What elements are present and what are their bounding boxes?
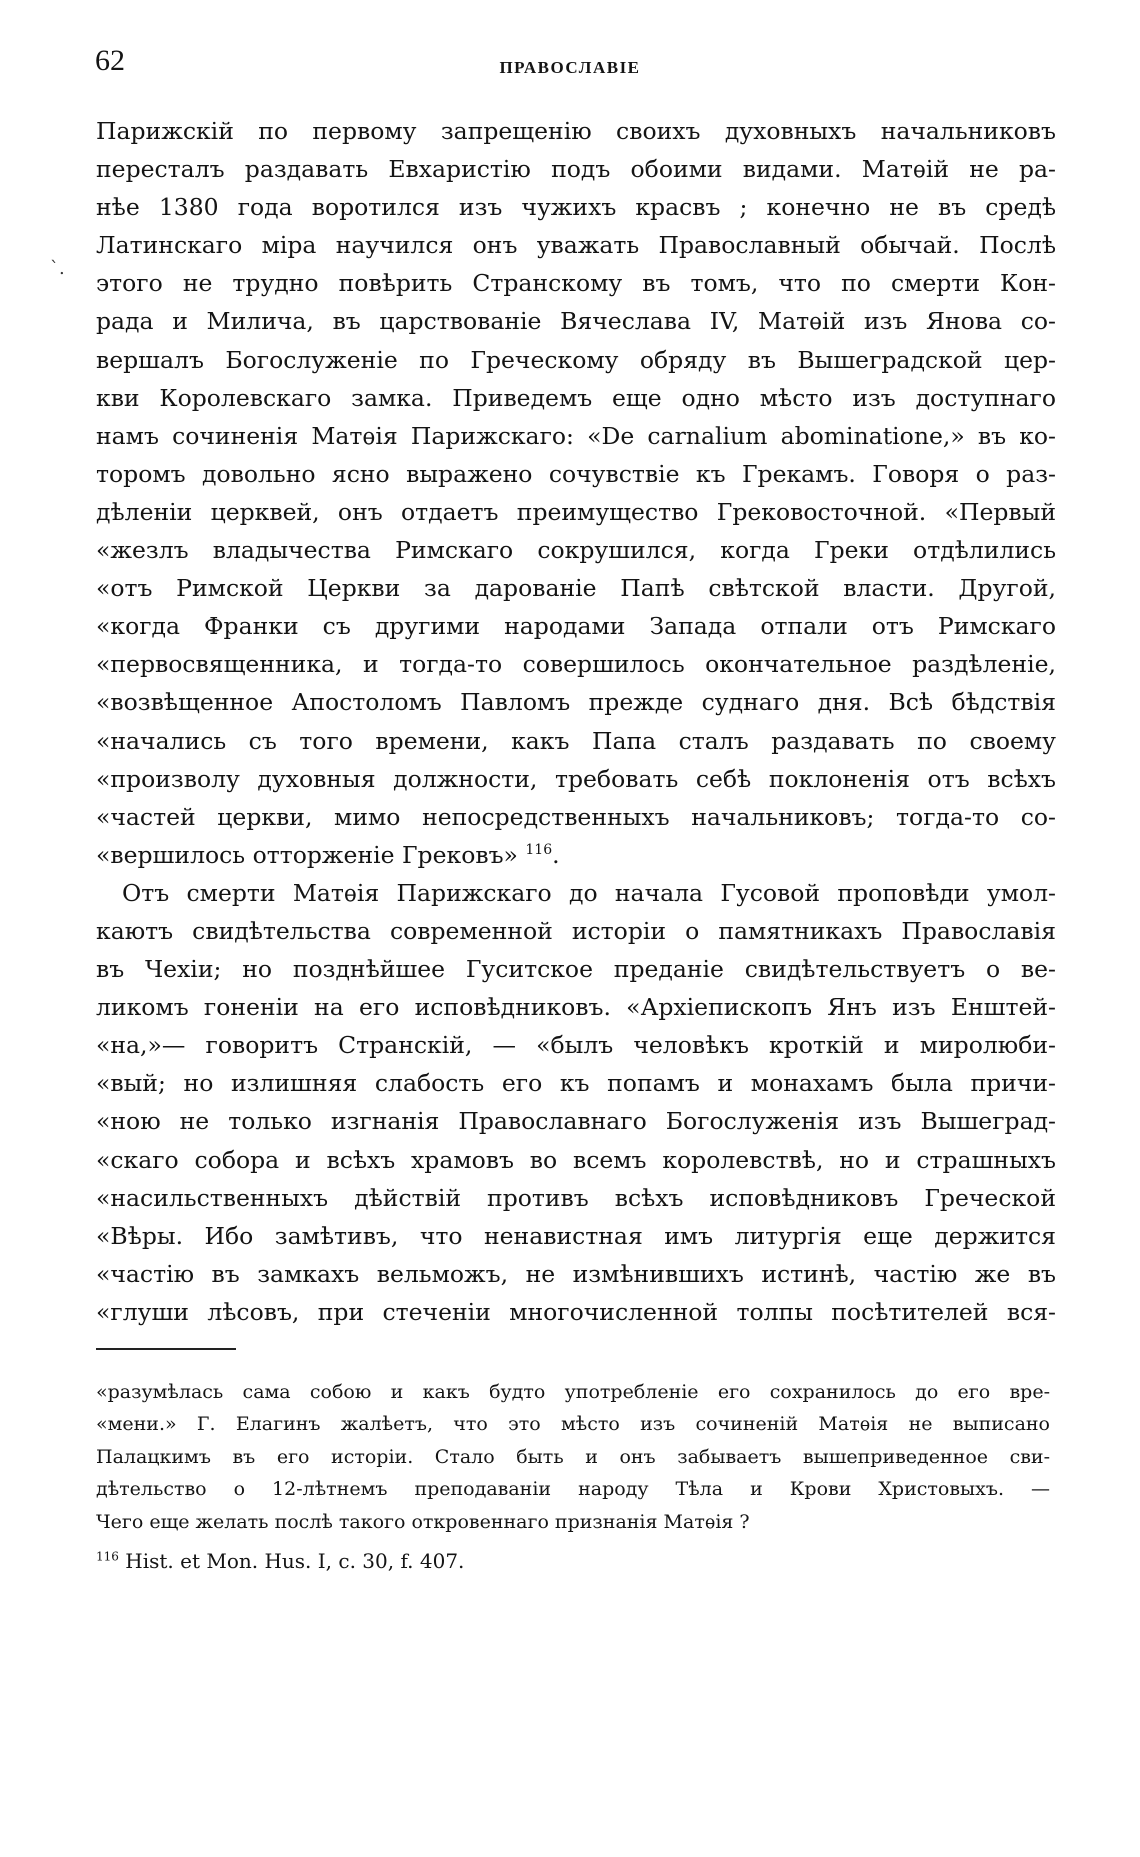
text-line: «начались съ того времени, какъ Папа сталъ раздавать по своему (96, 726, 1056, 755)
text-line: «вершилось отторженіе Грековъ» (96, 840, 518, 869)
footnote-ref-number: 116 (96, 1549, 119, 1564)
text-line: кви Королевскаго замка. Приведемъ еще одно мѣсто изъ доступнаго (96, 383, 1056, 412)
text-line: «отъ Римской Церкви за дарованіе Папѣ свѣтской власти. Другой, (96, 574, 1056, 603)
footnote-marker: 116 (525, 841, 553, 858)
text-line: «скаго собора и всѣхъ храмовъ во всемъ королевствѣ, но и страшныхъ (96, 1145, 1056, 1174)
end-punct: . (552, 840, 560, 869)
text-line: «частію въ замкахъ вельможъ, не измѣнившихъ истинѣ, частію же въ (96, 1259, 1056, 1288)
text-line: пересталъ раздавать Евхаристію подъ обоими видами. Матѳій не ра- (96, 155, 1056, 184)
text-line: «насильственныхъ дѣйствій противъ всѣхъ исповѣдниковъ Греческой (96, 1183, 1056, 1212)
text-line: «возвѣщенное Апостоломъ Павломъ прежде суднаго дня. Всѣ бѣдствія (96, 688, 1056, 717)
text-line: «ною не только изгнанія Православнаго Богослуженія изъ Вышеград- (96, 1107, 1056, 1136)
footnote-line: дѣтельство о 12-лѣтнемъ преподаваніи народу Тѣла и Крови Христовыхъ. — (96, 1478, 1050, 1501)
text-line: «первосвященника, и тогда-то совершилось окончательное раздѣленіе, (96, 650, 1056, 679)
text-line: намъ сочиненія Матѳія Парижскаго: «De carnalium abominatione,» въ ко- (96, 421, 1056, 450)
text-line: нѣе 1380 года воротился изъ чужихъ красвъ ; конечно не въ средѣ (96, 193, 1056, 222)
page-number: 62 (95, 44, 125, 77)
footnote-divider (96, 1348, 236, 1350)
text-line: «Вѣры. Ибо замѣтивъ, что ненавистная имъ литургія еще держится (96, 1221, 1056, 1250)
text-line: «произволу духовныя должности, требовать себѣ поклоненія отъ всѣхъ (96, 764, 1056, 793)
text-line: въ Чехіи; но позднѣйшее Гуситское преданіе свидѣтельствуетъ о ве- (96, 955, 1056, 984)
text-line: торомъ довольно ясно выражено сочувствіе къ Грекамъ. Говоря о раз- (96, 459, 1056, 488)
text-line: «жезлъ владычества Римскаго сокрушился, когда Греки отдѣлились (96, 536, 1056, 565)
footnote-line: «разумѣлась сама собою и какъ будто употребленіе его сохранилось до его вре- (96, 1381, 1050, 1403)
text-line: Парижскій по первому запрещенію своихъ духовныхъ начальниковъ (96, 117, 1056, 145)
text-line: дѣленіи церквей, онъ отдаетъ преимущество Грековосточной. «Первый (96, 497, 1056, 526)
text-line: рада и Милича, въ царствованіе Вячеслава IV, Матѳій изъ Янова со- (96, 307, 1056, 336)
main-text (96, 112, 1056, 1331)
margin-mark: `. (50, 258, 65, 279)
footnote-line: Чего еще желать послѣ такого откровеннаго признанія Матѳія ? (96, 1510, 750, 1533)
text-line: Латинскаго міра научился онъ уважать Православный обычай. Послѣ (96, 231, 1056, 260)
text-line: «глуши лѣсовъ, при стеченіи многочисленной толпы посѣтителей вся- (96, 1297, 1056, 1326)
text-line: Отъ смерти Матѳія Парижскаго до начала Гусовой проповѣди умол- (122, 878, 1056, 907)
footnote-line: Палацкимъ въ его исторіи. Стало быть и онъ забываетъ вышеприведенное сви- (96, 1445, 1050, 1468)
footnotes (96, 1376, 1050, 1578)
footnote-line: «мени.» Г. Елагинъ жалѣетъ, что это мѣсто изъ сочиненій Матѳія не выписано (96, 1413, 1050, 1436)
footnote-ref-text: Hist. et Mon. Hus. I, c. 30, f. 407. (125, 1548, 465, 1573)
text-line: ликомъ гоненіи на его исповѣдниковъ. «Архіепископъ Янъ изъ Енштей- (96, 993, 1056, 1022)
text-line: «на,»— говоритъ Странскій, — «былъ человѣкъ кроткій и миролюби- (96, 1031, 1056, 1060)
text-line: вершалъ Богослуженіе по Греческому обряду въ Вышеградской цер- (96, 345, 1056, 374)
running-title: ПРАВОСЛАВІЕ (499, 58, 641, 77)
footnote-reference (96, 1544, 1050, 1578)
text-line: «вый; но излишняя слабость его къ попамъ и монахамъ была причи- (96, 1069, 1056, 1098)
text-line-paragraph-end (96, 836, 1056, 874)
text-line: «частей церкви, мимо непосредственныхъ начальниковъ; тогда-то со- (96, 802, 1056, 831)
text-line: «когда Франки съ другими народами Запада отпали отъ Римскаго (96, 612, 1056, 641)
text-line: каютъ свидѣтельства современной исторіи о памятникахъ Православія (96, 916, 1056, 945)
text-line: этого не трудно повѣрить Странскому въ томъ, что по смерти Кон- (96, 269, 1056, 298)
